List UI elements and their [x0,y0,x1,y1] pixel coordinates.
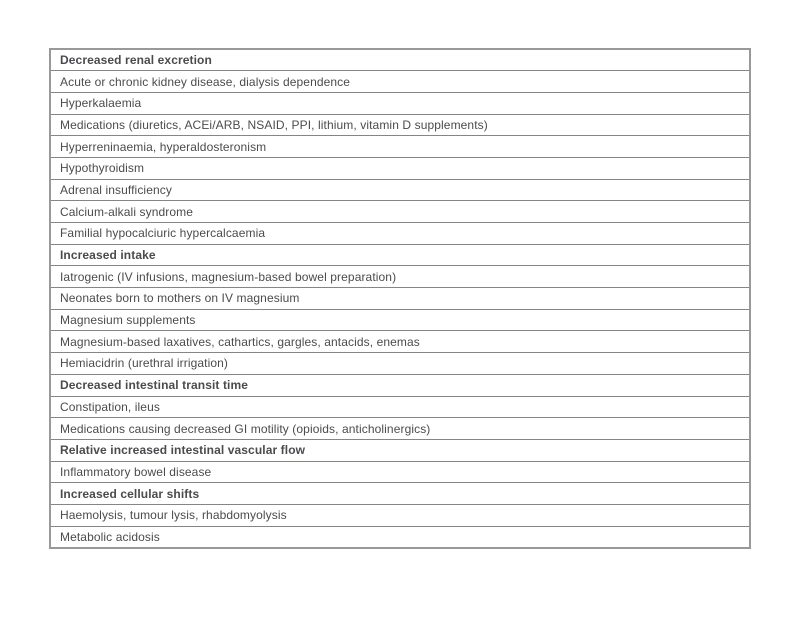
section-header-row [50,49,750,71]
item-cell: Magnesium-based laxatives, cathartics, gargles, antacids, enemas [60,334,420,349]
item-cell: Magnesium supplements [60,313,196,328]
item-row [50,71,750,93]
item-row [50,288,750,310]
item-cell: Hypothyroidism [60,161,145,176]
item-row [50,309,750,331]
causes-table [49,48,751,549]
item-cell: Metabolic acidosis [60,529,160,544]
item-row [50,136,750,158]
section-header-cell: Increased intake [60,248,156,263]
item-cell: Inflammatory bowel disease [60,464,212,479]
item-cell: Medications (diuretics, ACEi/ARB, NSAID, PPI, lithium, vitamin D supplements) [60,117,488,132]
item-cell: Acute or chronic kidney disease, dialysis dependence [60,74,351,89]
section-header-cell: Decreased renal excretion [60,53,212,68]
item-row [50,92,750,114]
section-header-row [50,483,750,505]
item-cell: Constipation, ileus [60,399,160,414]
item-cell: Medications causing decreased GI motility (opioids, anticholinergics) [60,421,431,436]
item-cell: Haemolysis, tumour lysis, rhabdomyolysis [60,508,287,523]
item-cell: Familial hypocalciuric hypercalcaemia [60,226,266,241]
section-header-row [50,374,750,396]
item-row [50,114,750,136]
section-header-cell: Increased cellular shifts [60,486,200,501]
item-cell: Neonates born to mothers on IV magnesium [60,291,300,306]
causes-table-body [50,49,750,548]
section-header-row [50,244,750,266]
item-row [50,157,750,179]
item-row [50,504,750,526]
item-row [50,266,750,288]
item-row [50,179,750,201]
item-row [50,396,750,418]
item-row [50,201,750,223]
item-cell: Adrenal insufficiency [60,182,172,197]
item-cell: Hyperreninaemia, hyperaldosteronism [60,139,267,154]
item-row [50,223,750,245]
item-cell: Iatrogenic (IV infusions, magnesium-based bowel preparation) [60,269,397,284]
section-header-cell: Decreased intestinal transit time [60,378,249,393]
item-row [50,526,750,548]
section-header-cell: Relative increased intestinal vascular flow [60,443,306,458]
item-cell: Hemiacidrin (urethral irrigation) [60,356,229,371]
item-cell: Hyperkalaemia [60,96,142,111]
item-cell: Calcium-alkali syndrome [60,204,194,219]
item-row [50,418,750,440]
item-row [50,461,750,483]
item-row [50,353,750,375]
item-row [50,331,750,353]
section-header-row [50,439,750,461]
